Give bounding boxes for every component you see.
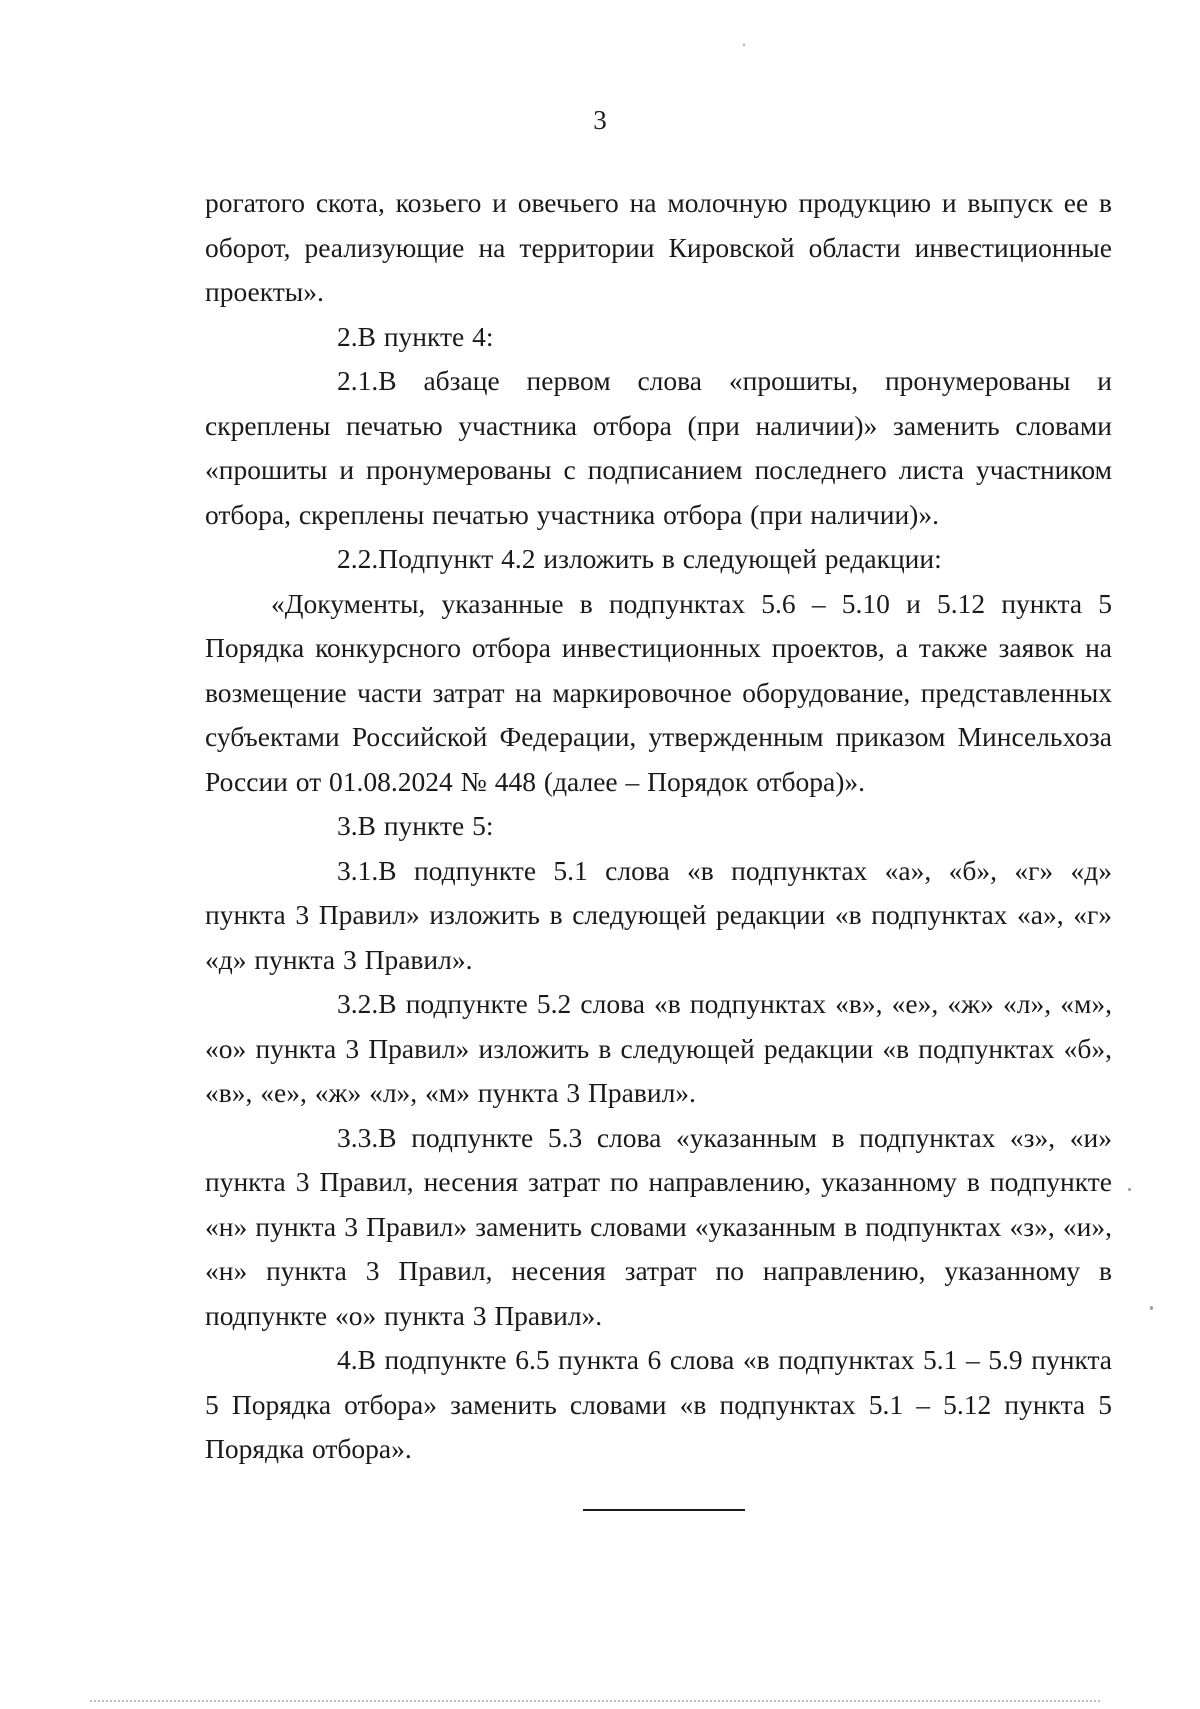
paragraph-item-2-2 bbox=[205, 537, 1112, 582]
item-number: 2.2. bbox=[337, 543, 379, 574]
paragraph-text: рогатого скота, козьего и овечьего на молочную продукцию и выпуск ее в оборот, реализующие на территории Кировской области инвестиционные проекты». bbox=[205, 187, 1112, 307]
scan-speck bbox=[1150, 1306, 1153, 1310]
end-of-text-rule bbox=[583, 1509, 745, 1511]
item-number: 2.1. bbox=[337, 365, 379, 396]
paragraph-text: В абзаце первом слова «прошиты, пронумерованы и скреплены печатью участника отбора (при наличии)» заменить словами «прошиты и пронумерованы с подписанием последнего листа участником отбора, скреплены печатью участника отбора (при наличии)». bbox=[205, 365, 1112, 530]
scan-speck bbox=[743, 44, 745, 46]
paragraph-item-3-1 bbox=[205, 849, 1112, 983]
item-number: 3.1. bbox=[337, 854, 379, 886]
item-number: 3.3. bbox=[337, 1121, 379, 1153]
paragraph-text: В подпункте 6.5 пункта 6 слова «в подпунктах 5.1 – 5.9 пункта 5 Порядка отбора» заменить словами «в подпунктах 5.1 – 5.12 пункта 5 Порядка отбора». bbox=[205, 1344, 1112, 1464]
item-number: 4. bbox=[337, 1344, 358, 1375]
paragraph-item-4 bbox=[205, 1338, 1112, 1472]
scan-speck bbox=[1128, 1188, 1131, 1191]
paragraph-text: В пункте 4: bbox=[357, 320, 494, 352]
item-number: 3. bbox=[337, 810, 358, 841]
paragraph-item-2-1 bbox=[205, 359, 1112, 537]
scan-bottom-edge bbox=[90, 1700, 1100, 1704]
paragraph-text: В пункте 5: bbox=[357, 810, 494, 841]
document-body bbox=[205, 181, 1112, 1472]
paragraph-quoted-text bbox=[205, 582, 1112, 805]
paragraph-item-3-3 bbox=[205, 1116, 1112, 1339]
paragraph-text: В подпункте 5.3 слова «указанным в подпунктах «з», «и» пункта 3 Правил, несения затрат по направлению, указанному в подпункте «н» пункта 3 Правил» заменить словами «указанным в подпунктах «з», «и», «н» пункта 3 Правил, несения затрат по направлению, указанному в подпункте «о» пункта 3 Правил». bbox=[205, 1121, 1112, 1331]
paragraph-item-3-2 bbox=[205, 982, 1112, 1116]
paragraph-text: «Документы, указанные в подпунктах 5.6 – 5.10 и 5.12 пункта 5 Порядка конкурсного отбора инвестиционных проектов, а также заявок на возмещение части затрат на маркировочное оборудование, представленных субъектами Российской Федерации, утвержденным приказом Минсельхоза России от 01.08.2024 № 448 (далее – Порядок отбора)». bbox=[205, 587, 1112, 797]
item-number: 3.2. bbox=[337, 988, 379, 1019]
paragraph-item-2 bbox=[205, 315, 1112, 360]
item-number: 2. bbox=[337, 320, 358, 352]
paragraph-text: В подпункте 5.1 слова «в подпунктах «а», «б», «г» «д» пункта 3 Правил» изложить в следующей редакции «в подпунктах «а», «г» «д» пункта 3 Правил». bbox=[205, 854, 1112, 975]
paragraph-continuation bbox=[205, 181, 1112, 315]
page-number: 3 bbox=[593, 105, 607, 135]
paragraph-item-3 bbox=[205, 804, 1112, 849]
paragraph-text: Подпункт 4.2 изложить в следующей редакции: bbox=[378, 543, 942, 574]
paragraph-text: В подпункте 5.2 слова «в подпунктах «в», «е», «ж» «л», «м», «о» пункта 3 Правил» изложить в следующей редакции «в подпунктах «б», «в», «е», «ж» «л», «м» пункта 3 Правил». bbox=[205, 988, 1112, 1108]
